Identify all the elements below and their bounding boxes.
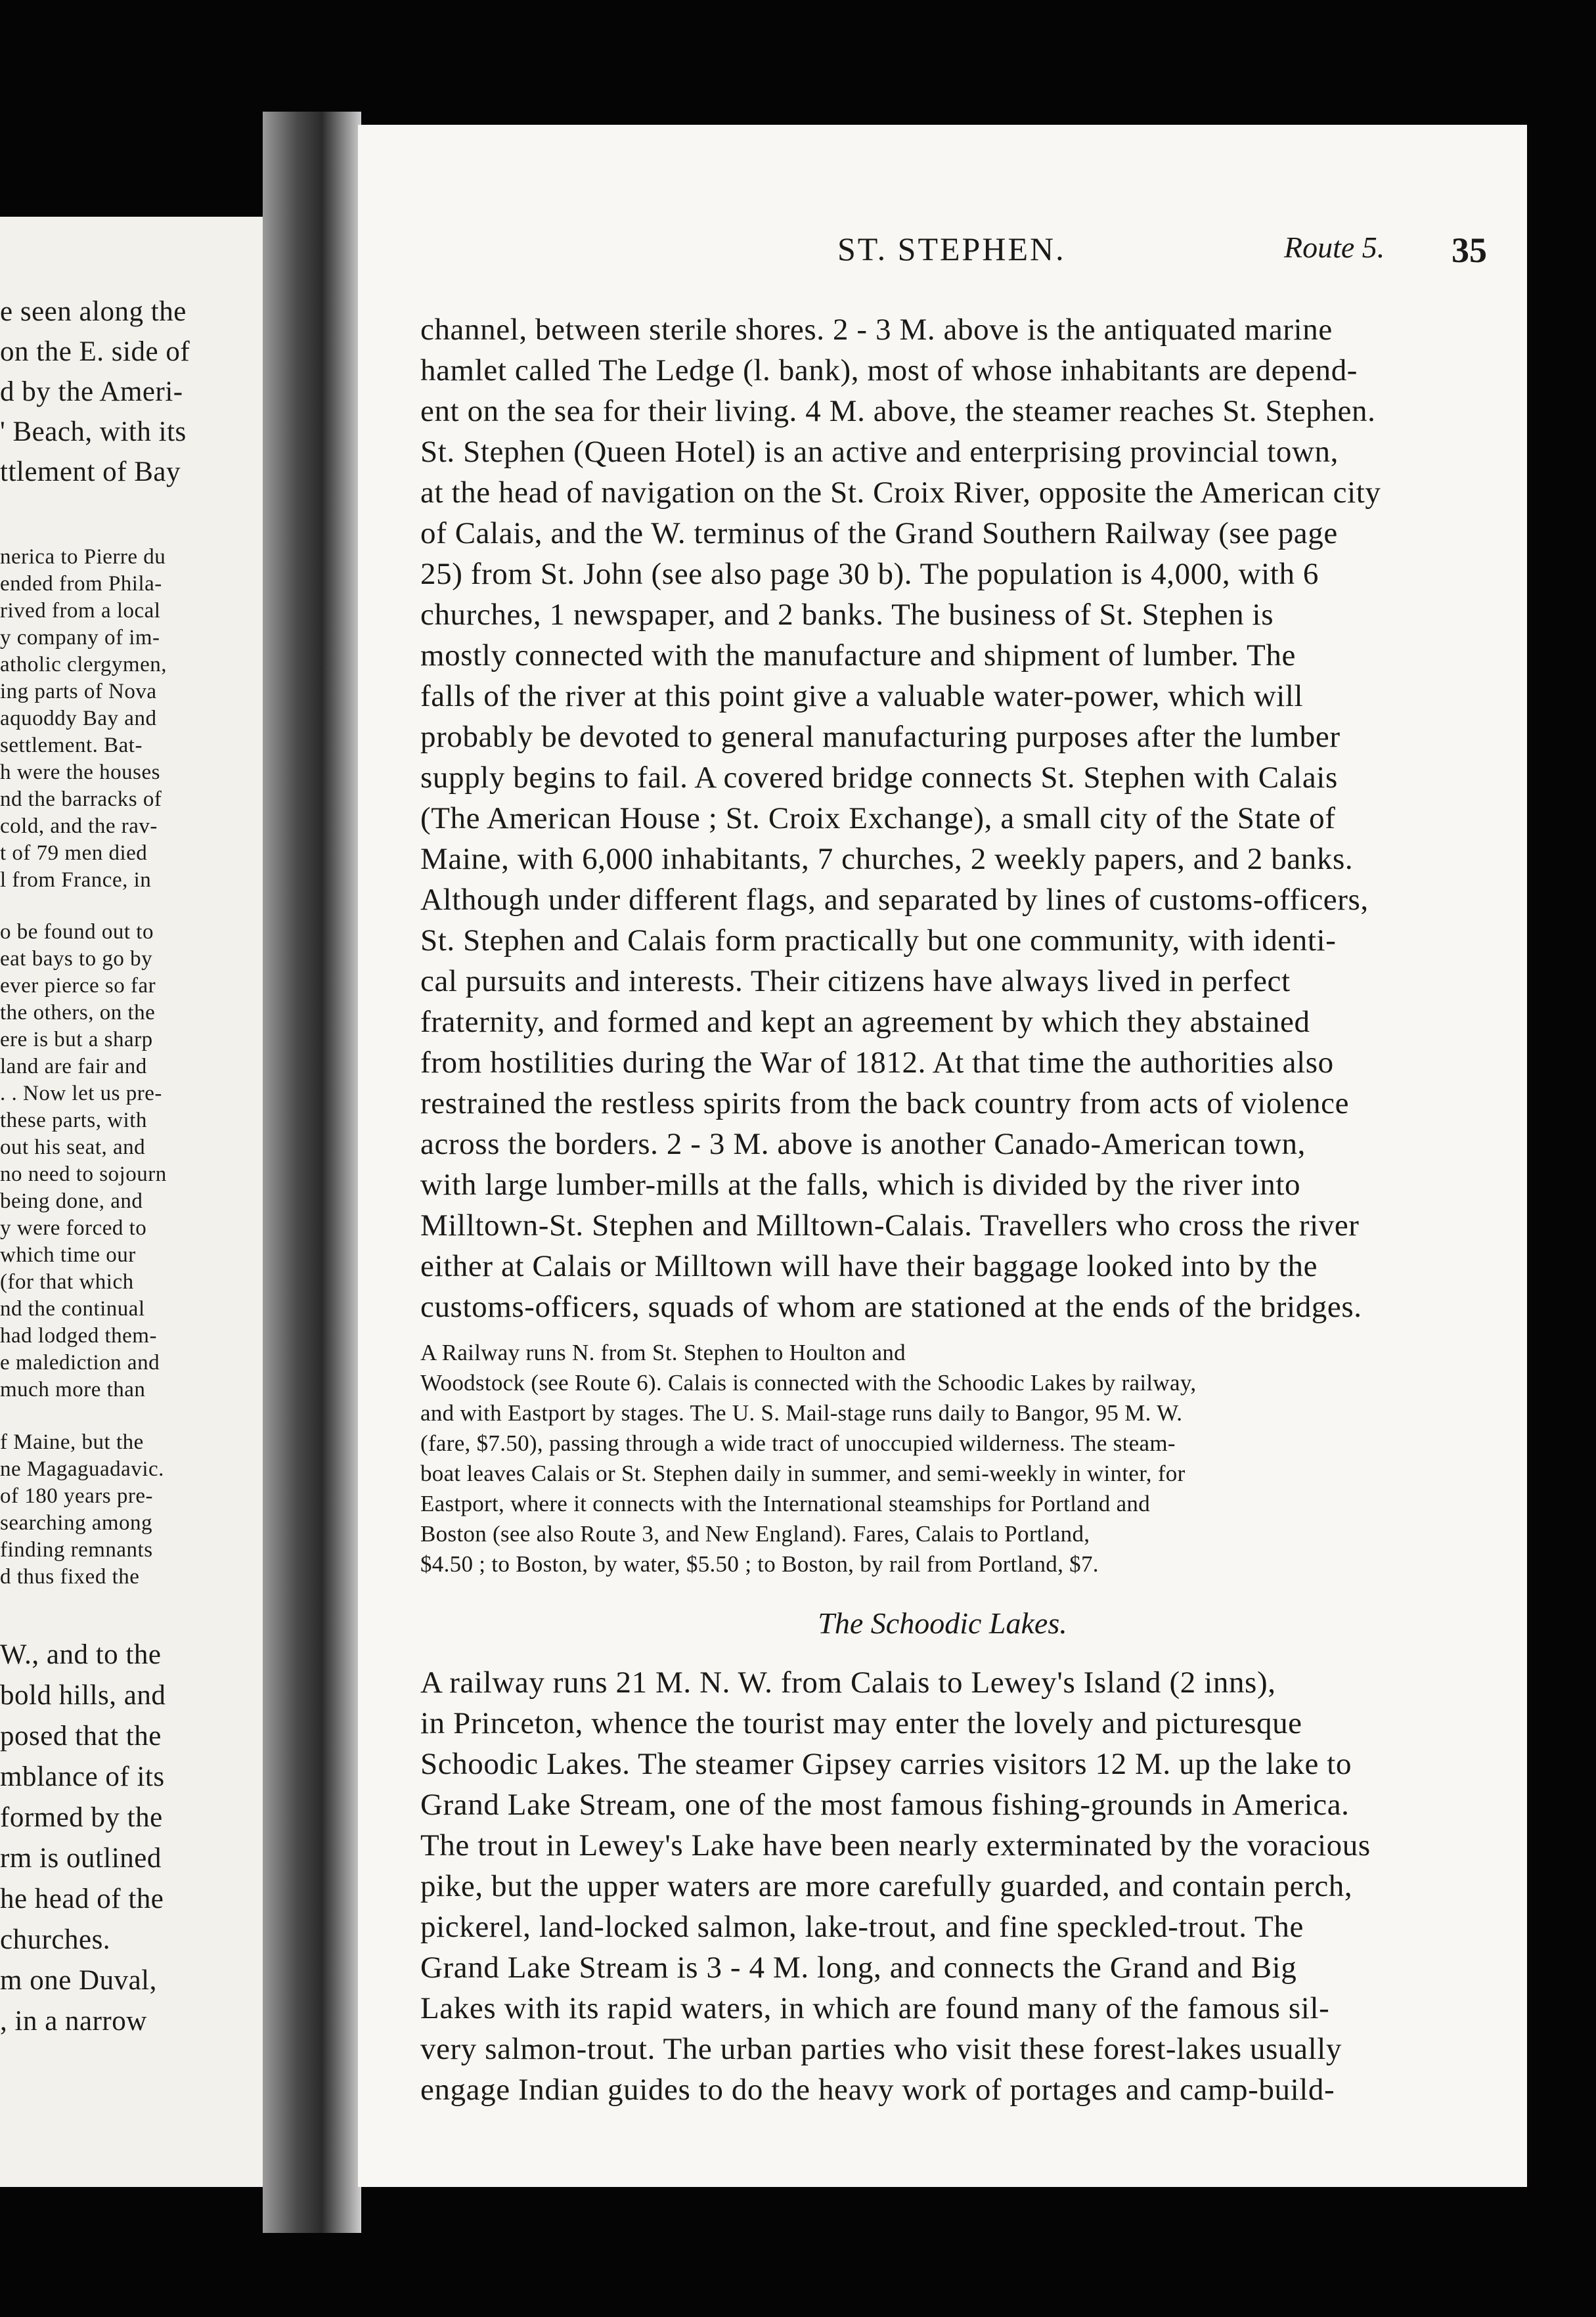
small-print-line: and with Eastport by stages. The U. S. Mail-stage runs daily to Bangor, 95 M. W.: [420, 1400, 1183, 1426]
left-page-line: rm is outlined: [0, 1843, 162, 1874]
left-page-line: nd the barracks of: [0, 787, 162, 811]
book-gutter: [263, 112, 361, 2233]
left-page-line: posed that the: [0, 1721, 162, 1752]
left-page-line: he head of the: [0, 1884, 164, 1914]
left-page-line: atholic clergymen,: [0, 653, 167, 676]
left-page-line: nd the continual: [0, 1297, 145, 1321]
section-line: engage Indian guides to do the heavy work of portages and camp-build-: [420, 2073, 1335, 2107]
left-page-line: ere is but a sharp: [0, 1028, 153, 1051]
left-page-line: d by the Ameri-: [0, 376, 183, 407]
left-page-line: , in a narrow: [0, 2006, 147, 2037]
left-page-line: W., and to the: [0, 1639, 162, 1670]
left-page-line: much more than: [0, 1378, 146, 1401]
section-line: The trout in Lewey's Lake have been nearly exterminated by the voracious: [420, 1828, 1371, 1863]
left-page-line: ttlement of Bay: [0, 456, 181, 487]
body-line: ent on the sea for their living. 4 M. above, the steamer reaches St. Stephen.: [420, 394, 1376, 428]
body-line: channel, between sterile shores. 2 - 3 M. above is the antiquated marine: [420, 313, 1333, 347]
left-page-line: finding remnants: [0, 1538, 153, 1562]
left-page-line: d thus fixed the: [0, 1565, 140, 1589]
left-page-line: e seen along the: [0, 296, 187, 327]
body-line: of Calais, and the W. terminus of the Grand Southern Railway (see page: [420, 516, 1338, 550]
body-line: St. Stephen and Calais form practically but one community, with identi-: [420, 923, 1337, 958]
left-page-line: which time our: [0, 1243, 136, 1267]
left-page-line: rived from a local: [0, 599, 161, 623]
running-head-route: Route 5.: [1284, 231, 1385, 264]
left-page-line: t of 79 men died: [0, 841, 148, 865]
left-page-line: churches.: [0, 1924, 111, 1955]
small-print-line: Eastport, where it connects with the International steamships for Portland and: [420, 1491, 1151, 1516]
left-page-line: no need to sojourn: [0, 1162, 167, 1186]
body-line: Milltown-St. Stephen and Milltown-Calais. Travellers who cross the river: [420, 1208, 1360, 1243]
section-line: in Princeton, whence the tourist may enter the lovely and picturesque: [420, 1706, 1302, 1740]
small-print-line: $4.50 ; to Boston, by water, $5.50 ; to Boston, by rail from Portland, $7.: [420, 1551, 1099, 1577]
left-page-line: e malediction and: [0, 1351, 160, 1375]
section-heading: The Schoodic Lakes.: [818, 1606, 1067, 1640]
left-page-line: l from France, in: [0, 868, 152, 892]
body-line: customs-officers, squads of whom are stationed at the ends of the bridges.: [420, 1290, 1362, 1324]
small-print-line: boat leaves Calais or St. Stephen daily in summer, and semi-weekly in winter, for: [420, 1461, 1186, 1486]
section-line: pike, but the upper waters are more carefully guarded, and contain perch,: [420, 1869, 1353, 1903]
left-page-line: on the E. side of: [0, 336, 190, 367]
body-line: churches, 1 newspaper, and 2 banks. The business of St. Stephen is: [420, 598, 1274, 632]
small-print-line: Boston (see also Route 3, and New England). Fares, Calais to Portland,: [420, 1521, 1090, 1547]
left-page-line: mblance of its: [0, 1761, 165, 1792]
left-page-line: searching among: [0, 1511, 153, 1535]
left-page-line: ever pierce so far: [0, 974, 156, 998]
left-page-line: y were forced to: [0, 1216, 147, 1240]
left-page-line: y company of im-: [0, 626, 160, 650]
left-page-line: (for that which: [0, 1270, 134, 1294]
right-page: [358, 125, 1527, 2187]
left-page-line: ended from Phila-: [0, 572, 162, 596]
left-page-line: o be found out to: [0, 920, 154, 944]
small-print-line: Woodstock (see Route 6). Calais is connected with the Schoodic Lakes by railway,: [420, 1370, 1197, 1396]
small-print-line: (fare, $7.50), passing through a wide tract of unoccupied wilderness. The steam-: [420, 1430, 1176, 1456]
left-page-line: nerica to Pierre du: [0, 545, 166, 569]
body-line: supply begins to fail. A covered bridge connects St. Stephen with Calais: [420, 761, 1338, 795]
body-line: from hostilities during the War of 1812. At that time the authorities also: [420, 1046, 1334, 1080]
body-line: 25) from St. John (see also page 30 b). The population is 4,000, with 6: [420, 557, 1319, 591]
left-page-line: f Maine, but the: [0, 1430, 144, 1454]
left-page-line: aquoddy Bay and: [0, 707, 157, 730]
left-page-line: out his seat, and: [0, 1136, 146, 1159]
left-page-line: settlement. Bat-: [0, 734, 143, 757]
body-line: hamlet called The Ledge (l. bank), most of whose inhabitants are depend-: [420, 353, 1358, 387]
body-line: across the borders. 2 - 3 M. above is another Canado-American town,: [420, 1127, 1306, 1161]
body-line: with large lumber-mills at the falls, which is divided by the river into: [420, 1168, 1301, 1202]
section-line: Lakes with its rapid waters, in which are found many of the famous sil-: [420, 1991, 1330, 2025]
running-head-title: ST. STEPHEN.: [837, 231, 1066, 267]
left-page-line: had lodged them-: [0, 1324, 157, 1348]
left-page-line: ne Magaguadavic.: [0, 1457, 164, 1481]
body-line: mostly connected with the manufacture and shipment of lumber. The: [420, 638, 1296, 673]
page-number: 35: [1452, 231, 1487, 270]
section-line: Schoodic Lakes. The steamer Gipsey carries visitors 12 M. up the lake to: [420, 1747, 1352, 1781]
left-page-line: the others, on the: [0, 1001, 156, 1025]
body-line: at the head of navigation on the St. Croix River, opposite the American city: [420, 475, 1381, 510]
body-line: either at Calais or Milltown will have their baggage looked into by the: [420, 1249, 1318, 1283]
section-line: very salmon-trout. The urban parties who visit these forest-lakes usually: [420, 2032, 1342, 2066]
left-page-line: land are fair and: [0, 1055, 147, 1078]
body-line: Although under different flags, and separated by lines of customs-officers,: [420, 883, 1369, 917]
body-line: fraternity, and formed and kept an agreement by which they abstained: [420, 1005, 1310, 1039]
body-line: Maine, with 6,000 inhabitants, 7 churches, 2 weekly papers, and 2 banks.: [420, 842, 1354, 876]
left-page-line: eat bays to go by: [0, 947, 153, 971]
left-page-line: cold, and the rav-: [0, 814, 158, 838]
section-line: pickerel, land-locked salmon, lake-trout, and fine speckled-trout. The: [420, 1910, 1304, 1944]
left-page-line: h were the houses: [0, 761, 161, 784]
left-page-line: . . Now let us pre-: [0, 1082, 162, 1105]
section-line: Grand Lake Stream is 3 - 4 M. long, and connects the Grand and Big: [420, 1951, 1297, 1985]
left-page-line: being done, and: [0, 1189, 143, 1213]
left-page-line: m one Duval,: [0, 1965, 157, 1996]
body-line: (The American House ; St. Croix Exchange), a small city of the State of: [420, 801, 1336, 835]
left-page-line: these parts, with: [0, 1109, 147, 1132]
body-line: cal pursuits and interests. Their citizens have always lived in perfect: [420, 964, 1291, 998]
left-page: [0, 217, 263, 2187]
left-page-line: ing parts of Nova: [0, 680, 157, 703]
body-line: falls of the river at this point give a valuable water-power, which will: [420, 679, 1304, 713]
section-line: Grand Lake Stream, one of the most famous fishing-grounds in America.: [420, 1788, 1350, 1822]
section-line: A railway runs 21 M. N. W. from Calais to Lewey's Island (2 inns),: [420, 1666, 1276, 1700]
body-line: St. Stephen (Queen Hotel) is an active and enterprising provincial town,: [420, 435, 1339, 469]
left-page-line: bold hills, and: [0, 1680, 166, 1711]
left-page-line: ' Beach, with its: [0, 416, 187, 447]
left-page-line: formed by the: [0, 1802, 163, 1833]
left-page-line: of 180 years pre-: [0, 1484, 153, 1508]
small-print-line: A Railway runs N. from St. Stephen to Houlton and: [420, 1340, 906, 1365]
body-line: restrained the restless spirits from the back country from acts of violence: [420, 1086, 1350, 1120]
body-line: probably be devoted to general manufacturing purposes after the lumber: [420, 720, 1341, 754]
